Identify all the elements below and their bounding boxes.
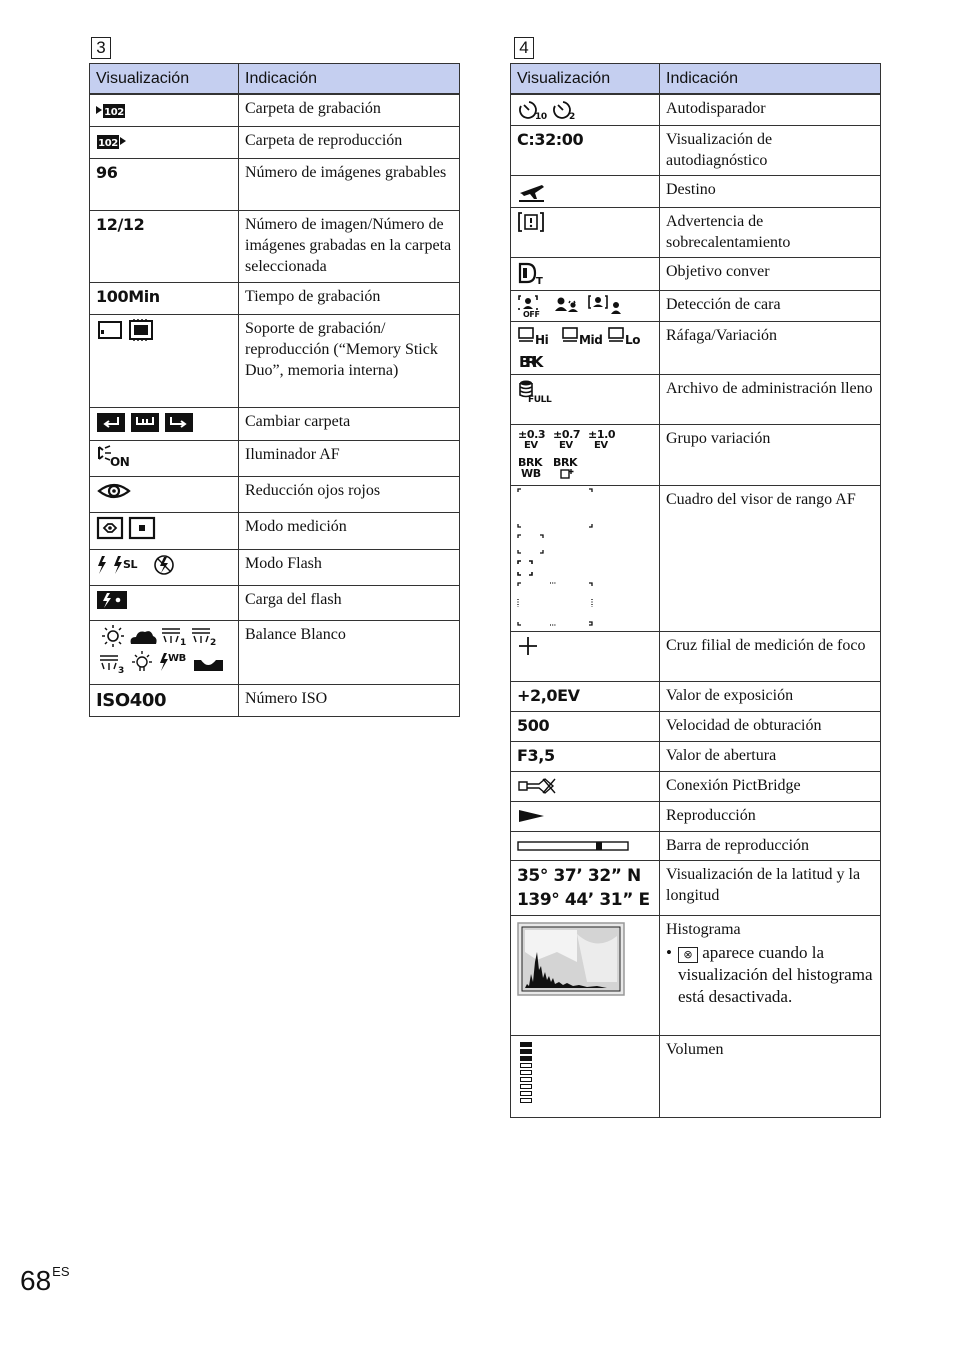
svg-text:10: 10	[535, 111, 547, 121]
histogram-icon	[517, 922, 627, 998]
svg-text:Mid: Mid	[579, 332, 603, 347]
table-row	[511, 290, 881, 321]
indication-text: Advertencia de sobrecalentamiento	[660, 207, 881, 257]
indication-text: Conexión PictBridge	[660, 771, 881, 801]
svg-text:FULL: FULL	[528, 394, 552, 404]
indication-text: Número de imágenes grabables	[239, 158, 460, 210]
table-row	[511, 631, 881, 681]
display-value: 500	[511, 711, 660, 741]
table-row	[511, 94, 881, 125]
column-header-display: Visualización	[511, 64, 660, 95]
volume-icon	[517, 1039, 537, 1109]
table-row	[511, 771, 881, 801]
column-header-display: Visualización	[90, 64, 239, 95]
display-value	[511, 860, 660, 915]
svg-text:±0.3: ±0.3	[518, 427, 546, 441]
indication-text: Detección de cara	[660, 290, 881, 321]
metering-icons	[96, 516, 162, 540]
svg-text:SL: SL	[123, 557, 138, 571]
svg-text:Hi: Hi	[535, 332, 549, 347]
svg-text:EV: EV	[594, 439, 608, 451]
svg-text:BRK: BRK	[519, 352, 543, 371]
section-number-3: 3	[91, 37, 111, 59]
indication-text: Archivo de administración lleno	[660, 374, 881, 424]
svg-text:OFF: OFF	[523, 309, 540, 318]
display-value: C:32:00	[511, 125, 660, 175]
white-balance-icons	[96, 624, 226, 676]
pictbridge-icon	[517, 776, 561, 796]
svg-text:102: 102	[98, 138, 118, 149]
indicator-table-right	[510, 63, 881, 1118]
af-illuminator-icon	[96, 444, 136, 468]
table-row	[511, 860, 881, 915]
table-row	[511, 321, 881, 374]
table-row	[90, 126, 460, 158]
svg-text:BRK: BRK	[518, 455, 543, 469]
table-row	[90, 94, 460, 126]
table-row	[90, 282, 460, 314]
table-row	[511, 831, 881, 860]
indication-text: Valor de abertura	[660, 741, 881, 771]
bracket-icons	[517, 428, 627, 482]
indication-text: Valor de exposición	[660, 681, 881, 711]
indication-text: Reproducción	[660, 801, 881, 831]
indication-text: Balance Blanco	[239, 620, 460, 684]
play-folder-icon	[96, 132, 128, 150]
table-row	[90, 585, 460, 620]
table-row	[90, 549, 460, 585]
indication-text: Modo medición	[239, 512, 460, 549]
table-row	[511, 741, 881, 771]
table-row	[511, 424, 881, 485]
table-row	[511, 257, 881, 290]
table-row	[511, 915, 881, 1035]
indicator-table-left	[89, 63, 460, 717]
playbar-icon	[517, 839, 633, 853]
indication-text: Objetivo conver	[660, 257, 881, 290]
svg-text:WB: WB	[168, 652, 186, 664]
indication-text: Volumen	[660, 1035, 881, 1117]
table-row	[90, 476, 460, 512]
indication-text: Histograma	[666, 920, 741, 938]
svg-text:±0.7: ±0.7	[553, 427, 581, 441]
flash-charge-icon	[96, 589, 130, 611]
section-number-4: 4	[514, 37, 534, 59]
indication-text: Cruz filial de medición de foco	[660, 631, 881, 681]
display-value: 100Min	[90, 282, 239, 314]
latitude-value: 35° 37’ 32” N	[517, 865, 641, 886]
display-value: 96	[90, 158, 239, 210]
histogram-note-text: aparece cuando la visualización del histograma está desactivada.	[678, 942, 873, 1006]
indication-text: Barra de reproducción	[660, 831, 881, 860]
display-value: +2,0EV	[511, 681, 660, 711]
table-row	[90, 407, 460, 440]
display-value: F3,5	[511, 741, 660, 771]
indication-text: Velocidad de obturación	[660, 711, 881, 741]
table-row	[511, 1035, 881, 1117]
indication-text: Iluminador AF	[239, 440, 460, 476]
table-row	[511, 681, 881, 711]
indication-text: Grupo variación	[660, 424, 881, 485]
indication-text: Número ISO	[239, 684, 460, 716]
change-folder-icons	[96, 411, 224, 433]
play-icon	[517, 807, 547, 825]
histogram-note	[666, 942, 874, 1008]
table-row	[511, 374, 881, 424]
media-icons	[96, 318, 158, 342]
svg-text:ON: ON	[110, 454, 130, 468]
indication-text: Cambiar carpeta	[239, 407, 460, 440]
indication-text: Soporte de grabación/ reproducción (“Memory Stick Duo”, memoria interna)	[239, 314, 460, 407]
longitude-value: 139° 44’ 31” E	[517, 889, 650, 910]
language-suffix: ES	[52, 1264, 70, 1279]
table-row	[511, 175, 881, 207]
table-row	[90, 440, 460, 476]
crosshair-icon	[517, 635, 539, 657]
column-header-indication: Indicación	[239, 64, 460, 95]
indication-text: Visualización de autodiagnóstico	[660, 125, 881, 175]
indication-text: Visualización de la latitud y la longitud	[660, 860, 881, 915]
svg-text:102: 102	[104, 106, 124, 118]
indication-text: Carga del flash	[239, 585, 460, 620]
svg-text:±1.0: ±1.0	[588, 427, 616, 441]
display-value: ISO400	[90, 684, 239, 716]
svg-text:WB: WB	[521, 466, 541, 480]
rec-folder-icon	[96, 101, 128, 119]
table-row	[90, 684, 460, 716]
indication-text: Destino	[660, 175, 881, 207]
svg-text:BRK: BRK	[553, 455, 578, 469]
svg-text:3: 3	[118, 665, 124, 676]
svg-text:Lo: Lo	[625, 332, 641, 347]
table-row	[511, 125, 881, 175]
svg-text:2: 2	[569, 111, 575, 121]
bullet-dot: •	[666, 942, 672, 962]
overheat-icon	[517, 211, 545, 233]
indication-text: Autodisparador	[660, 94, 881, 125]
table-row	[511, 711, 881, 741]
page-number: $68^{ES}$	[20, 1264, 70, 1296]
table-row	[90, 210, 460, 282]
self-timer-icons	[517, 99, 579, 121]
face-detect-icons	[517, 294, 631, 318]
table-row	[511, 801, 881, 831]
indication-text: Tiempo de grabación	[239, 282, 460, 314]
af-frame-icons	[511, 486, 657, 630]
red-eye-icon	[96, 480, 132, 502]
svg-text:1: 1	[180, 637, 186, 648]
flash-mode-icons	[96, 553, 178, 577]
table-row	[90, 512, 460, 549]
svg-text:T: T	[536, 275, 543, 285]
airplane-icon	[517, 179, 547, 203]
indication-text: Carpeta de reproducción	[239, 126, 460, 158]
indication-text: Número de imagen/Número de imágenes grabadas en la carpeta seleccionada	[239, 210, 460, 282]
table-row	[90, 314, 460, 407]
svg-text:2: 2	[210, 637, 216, 648]
table-row	[90, 158, 460, 210]
table-row	[511, 207, 881, 257]
table-row	[511, 485, 881, 631]
histogram-off-icon: ⊗	[678, 947, 698, 963]
conversion-lens-icon	[517, 261, 549, 285]
indication-text: Modo Flash	[239, 549, 460, 585]
db-full-icon	[517, 378, 561, 404]
burst-icons	[517, 325, 641, 371]
table-row	[90, 620, 460, 684]
indication-text: Cuadro del visor de rango AF	[660, 485, 881, 631]
column-header-indication: Indicación	[660, 64, 881, 95]
svg-text:EV: EV	[559, 439, 573, 451]
display-value: 12/12	[90, 210, 239, 282]
indication-text: Carpeta de grabación	[239, 94, 460, 126]
svg-text:EV: EV	[524, 439, 538, 451]
indication-text: Ráfaga/Variación	[660, 321, 881, 374]
indication-text: Reducción ojos rojos	[239, 476, 460, 512]
